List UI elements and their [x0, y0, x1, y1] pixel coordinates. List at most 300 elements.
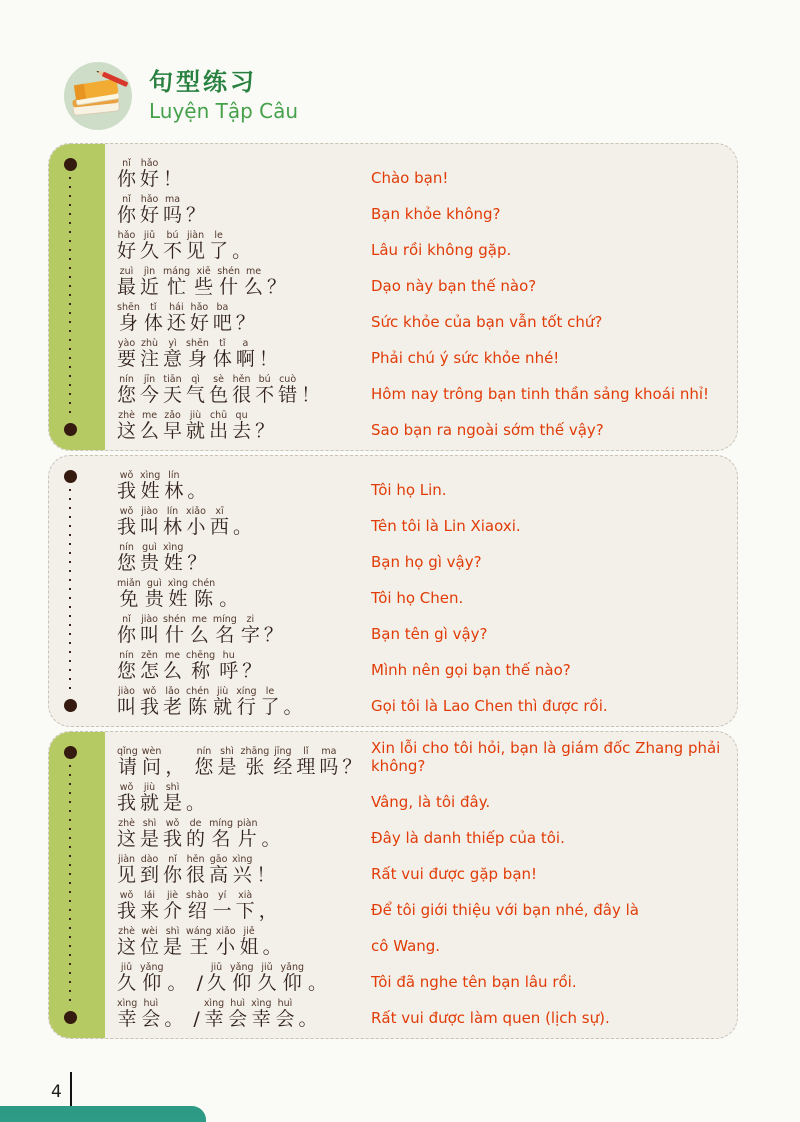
- pinyin: nǐ: [122, 157, 131, 169]
- phrase-row: [49, 538, 737, 574]
- pinyin: wǒ: [119, 781, 134, 793]
- char-block: [192, 747, 215, 778]
- char-block: [138, 195, 161, 226]
- hanzi: 了: [209, 240, 229, 263]
- vietnamese-translation: Tôi họ Lin.: [371, 481, 447, 499]
- vietnamese-translation: Tôi đã nghe tên bạn lâu rồi.: [371, 973, 577, 991]
- char-block: [161, 231, 184, 262]
- hanzi: ！: [256, 864, 276, 887]
- char-block: [161, 507, 184, 538]
- char-block: [340, 747, 363, 778]
- vietnamese-translation: Gọi tôi là Lao Chen thì được rồi.: [371, 697, 608, 715]
- hanzi: 。: [308, 972, 328, 995]
- pinyin: me: [164, 649, 181, 661]
- pinyin: piàn: [237, 817, 258, 829]
- pinyin: jīn: [143, 373, 156, 385]
- hanzi: 姐: [239, 936, 259, 959]
- chinese-phrase: [115, 927, 371, 958]
- hanzi: 小: [216, 936, 236, 959]
- hanzi: 很: [186, 864, 206, 887]
- pinyin: lǎo: [165, 685, 180, 697]
- vietnamese-translation: cô Wang.: [371, 937, 441, 955]
- char-block: [249, 999, 273, 1030]
- char-block: [184, 195, 207, 226]
- hanzi: 去: [232, 420, 252, 443]
- char-block: [184, 339, 211, 370]
- char-block: [115, 927, 138, 958]
- hanzi: 这: [117, 828, 137, 851]
- hanzi: 林: [164, 480, 184, 503]
- char-block: [214, 927, 238, 958]
- hanzi: 仰: [142, 972, 162, 995]
- pinyin: jiào: [141, 505, 158, 517]
- hanzi: 天: [163, 384, 183, 407]
- hanzi: 身: [118, 312, 138, 335]
- vietnamese-translation: Rất vui được gặp bạn!: [371, 865, 538, 883]
- vietnamese-translation: Chào bạn!: [371, 169, 449, 187]
- hanzi: 幸: [204, 1008, 224, 1031]
- char-block: [230, 375, 253, 406]
- char-block: [161, 651, 184, 682]
- char-block: [259, 687, 282, 718]
- lesson-titles: [149, 69, 298, 124]
- vietnamese-translation: Tên tôi là Lin Xiaoxi.: [371, 517, 521, 535]
- char-block: [239, 615, 262, 646]
- hanzi: 就: [213, 696, 233, 719]
- hanzi: ，: [258, 900, 278, 923]
- pinyin: hěn: [186, 853, 205, 865]
- hanzi: ？: [342, 756, 362, 779]
- pinyin: zuì: [119, 265, 134, 277]
- pinyin: guì: [142, 541, 157, 553]
- char-block: [115, 267, 138, 298]
- practice-panel-1: [48, 143, 738, 451]
- phrase-row: [49, 886, 737, 922]
- char-block: [306, 963, 329, 994]
- char-block: [207, 819, 235, 850]
- pinyin: jiǔ: [120, 961, 133, 973]
- hanzi: 陈: [194, 588, 214, 611]
- char-block: [184, 651, 217, 682]
- hanzi: 叫: [140, 516, 160, 539]
- pinyin: bú: [258, 373, 271, 385]
- pinyin: xìng: [117, 997, 138, 1009]
- pinyin: lín: [168, 469, 180, 481]
- pinyin: nín: [119, 649, 134, 661]
- char-block: [276, 375, 299, 406]
- char-block: [238, 927, 261, 958]
- pinyin: guì: [146, 577, 162, 589]
- char-block: [189, 963, 205, 994]
- phrase-row: [49, 190, 737, 226]
- pinyin: sè: [213, 373, 224, 385]
- char-block: [138, 411, 161, 442]
- char-block: [115, 303, 142, 334]
- hanzi: 到: [140, 864, 160, 887]
- pinyin: yí: [218, 889, 227, 901]
- hanzi: 这: [117, 420, 137, 443]
- hanzi: 见: [117, 864, 137, 887]
- pinyin: me: [245, 265, 262, 277]
- chapter-tab: [0, 1106, 206, 1122]
- char-block: [161, 543, 185, 574]
- chinese-phrase: [115, 411, 371, 442]
- pinyin: jiǔ: [210, 961, 223, 973]
- char-block: [184, 783, 207, 814]
- hanzi: 气: [186, 384, 206, 407]
- pinyin: yào: [117, 337, 136, 349]
- pinyin: huì: [277, 997, 293, 1009]
- vietnamese-translation: Bạn tên gì vậy?: [371, 625, 488, 643]
- vietnamese-translation: Tôi họ Chen.: [371, 589, 464, 607]
- char-block: [207, 855, 230, 886]
- char-block: [317, 747, 340, 778]
- pinyin: de: [189, 817, 202, 829]
- char-block: [230, 855, 254, 886]
- char-block: [238, 747, 271, 778]
- chinese-phrase: [115, 375, 371, 406]
- phrase-row: [49, 958, 737, 994]
- pinyin: wǒ: [142, 685, 157, 697]
- char-block: [226, 999, 249, 1030]
- char-block: [271, 747, 294, 778]
- left-accent-bar: [49, 456, 105, 726]
- pinyin: zhāng: [240, 745, 270, 757]
- pinyin: ba: [216, 301, 229, 313]
- char-block: [162, 471, 185, 502]
- char-block: [115, 687, 138, 718]
- phrase-row: [49, 610, 737, 646]
- char-block: [138, 375, 161, 406]
- hanzi: 是: [163, 792, 183, 815]
- pinyin: ma: [321, 745, 337, 757]
- lesson-title-chinese: 句型练习: [149, 67, 257, 96]
- char-block: [211, 303, 234, 334]
- char-block: [297, 999, 320, 1030]
- pinyin: jiě: [243, 925, 255, 937]
- char-block: [184, 231, 207, 262]
- hanzi: 您: [194, 756, 214, 779]
- chinese-phrase: [115, 579, 371, 610]
- pinyin: xiē: [196, 265, 211, 277]
- hanzi: 经: [273, 756, 293, 779]
- pinyin: lái: [143, 889, 156, 901]
- pinyin: tǐ: [219, 337, 226, 349]
- char-block: [161, 927, 184, 958]
- hanzi: 。: [186, 792, 206, 815]
- hanzi: 叫: [140, 624, 160, 647]
- hanzi: 不: [163, 240, 183, 263]
- chinese-phrase: [115, 855, 371, 886]
- vietnamese-translation: Vâng, là tôi đây.: [371, 793, 491, 811]
- char-block: [115, 819, 138, 850]
- vietnamese-translation: Sức khỏe của bạn vẫn tốt chứ?: [371, 313, 603, 331]
- char-block: [115, 231, 138, 262]
- char-block: [257, 891, 280, 922]
- chinese-phrase: [115, 651, 371, 682]
- bullet-dot-bottom: [64, 699, 77, 712]
- char-block: [184, 411, 207, 442]
- char-block: [260, 819, 283, 850]
- char-block: [161, 159, 184, 190]
- phrase-row: [49, 922, 737, 958]
- pinyin: jiǔ: [143, 229, 156, 241]
- pinyin: bú: [166, 229, 179, 241]
- hanzi: 错: [278, 384, 298, 407]
- hanzi: ！: [258, 348, 278, 371]
- pinyin: xī: [215, 505, 224, 517]
- phrase-row: [49, 154, 737, 190]
- phrase-row: [49, 334, 737, 370]
- pinyin: míng: [212, 613, 237, 625]
- hanzi: 注: [140, 348, 160, 371]
- chinese-phrase: [115, 543, 371, 574]
- pinyin: shén: [217, 265, 241, 277]
- char-block: [185, 999, 201, 1030]
- pinyin: lǐ: [303, 745, 309, 757]
- hanzi: 什: [219, 276, 239, 299]
- hanzi: 这: [117, 936, 137, 959]
- hanzi: 什: [164, 624, 184, 647]
- char-block: [207, 231, 230, 262]
- pinyin: me: [141, 409, 158, 421]
- hanzi: 些: [194, 276, 214, 299]
- char-block: [140, 747, 164, 778]
- hanzi: 最: [117, 276, 137, 299]
- hanzi: 么: [244, 276, 264, 299]
- hanzi: 幸: [117, 1008, 137, 1031]
- char-block: [207, 411, 230, 442]
- pinyin: jiù: [217, 685, 229, 697]
- char-block: [115, 783, 138, 814]
- lesson-title-vietnamese: Luyện Tập Câu: [149, 99, 299, 124]
- hanzi: 片: [237, 828, 257, 851]
- pinyin: zěn: [141, 649, 158, 661]
- pinyin: shào: [186, 889, 209, 901]
- char-block: [234, 687, 258, 718]
- chinese-phrase: [115, 783, 371, 814]
- pinyin: me: [191, 613, 207, 625]
- hanzi: 今: [140, 384, 160, 407]
- hanzi: 下: [235, 900, 255, 923]
- pinyin: xìng: [251, 997, 272, 1009]
- hanzi: 。: [262, 936, 282, 959]
- hanzi: /: [190, 972, 203, 995]
- hanzi: 不: [255, 384, 275, 407]
- hanzi: ？: [187, 552, 207, 575]
- hanzi: 很: [232, 384, 252, 407]
- pinyin: hǎo: [117, 229, 136, 241]
- char-block: [138, 927, 161, 958]
- hanzi: 。: [283, 696, 303, 719]
- pinyin: shēn: [117, 301, 140, 313]
- char-block: [161, 819, 184, 850]
- bullet-dot-bottom: [64, 423, 77, 436]
- hanzi: 仰: [232, 972, 252, 995]
- pinyin: qǐng: [117, 745, 138, 757]
- hanzi: 意: [163, 348, 183, 371]
- char-block: [115, 651, 138, 682]
- pinyin: zhè: [118, 409, 135, 421]
- hanzi: 体: [212, 348, 232, 371]
- char-block: [240, 651, 263, 682]
- pinyin: huì: [230, 997, 245, 1009]
- phrase-row: [49, 814, 737, 850]
- hanzi: 您: [117, 384, 137, 407]
- left-accent-bar: [49, 144, 105, 450]
- pinyin: xìng: [163, 541, 184, 553]
- pinyin: a: [242, 337, 249, 349]
- char-block: [188, 303, 211, 334]
- phrase-row: [49, 298, 737, 334]
- hanzi: 会: [141, 1008, 161, 1031]
- char-block: [228, 963, 256, 994]
- hanzi: 见: [186, 240, 206, 263]
- hanzi: 好: [189, 312, 209, 335]
- char-block: [161, 891, 184, 922]
- char-block: [190, 579, 217, 610]
- pinyin: wǒ: [119, 469, 134, 481]
- char-block: [215, 747, 238, 778]
- hanzi: 贵: [140, 552, 160, 575]
- hanzi: 好: [140, 204, 160, 227]
- char-block: [215, 267, 242, 298]
- char-block: [282, 687, 305, 718]
- hanzi: 久: [140, 240, 160, 263]
- pinyin: wèi: [141, 925, 158, 937]
- chinese-phrase: [115, 999, 371, 1030]
- pinyin: jiù: [143, 781, 156, 793]
- hanzi: 我: [117, 480, 137, 503]
- pinyin: huì: [143, 997, 159, 1009]
- pinyin: hǎo: [190, 301, 209, 313]
- pinyin: xiǎo: [215, 925, 236, 937]
- hanzi: 。: [232, 240, 252, 263]
- char-block: [253, 375, 276, 406]
- char-block: [161, 615, 188, 646]
- hanzi: 久: [206, 972, 226, 995]
- char-block: [166, 963, 189, 994]
- hanzi: 是: [217, 756, 237, 779]
- pinyin: chū: [209, 409, 228, 421]
- char-block: [262, 615, 285, 646]
- char-block: [184, 819, 207, 850]
- hanzi: 王: [189, 936, 209, 959]
- pinyin: xià: [238, 889, 253, 901]
- char-block: [234, 339, 257, 370]
- chinese-phrase: [115, 687, 371, 718]
- pinyin: wǒ: [165, 817, 180, 829]
- hanzi: 的: [186, 828, 206, 851]
- bullet-dot-top: [64, 746, 77, 759]
- char-block: [162, 999, 185, 1030]
- char-block: [294, 747, 317, 778]
- hanzi: 吗: [163, 204, 183, 227]
- char-block: [217, 579, 240, 610]
- pinyin: shì: [165, 781, 180, 793]
- vietnamese-translation: Xin lỗi cho tôi hỏi, bạn là giám đốc Zhang phải không?: [371, 739, 721, 775]
- pinyin: yǎng: [230, 961, 254, 973]
- hanzi: 姓: [168, 588, 188, 611]
- hanzi: 我: [140, 696, 160, 719]
- char-block: [184, 375, 207, 406]
- char-block: [161, 855, 184, 886]
- char-block: [115, 615, 138, 646]
- vietnamese-translation: Dạo này bạn thế nào?: [371, 277, 537, 295]
- hanzi: 就: [140, 792, 160, 815]
- pinyin: le: [265, 685, 275, 697]
- vietnamese-translation: Sao bạn ra ngoài sớm thế vậy?: [371, 421, 604, 439]
- hanzi: 你: [163, 864, 183, 887]
- chinese-phrase: [115, 159, 371, 190]
- pinyin: miǎn: [117, 577, 141, 589]
- pinyin: zi: [246, 613, 255, 625]
- hanzi: 姓: [163, 552, 183, 575]
- chinese-phrase: [115, 963, 371, 994]
- pinyin: shēn: [186, 337, 209, 349]
- pinyin: xìng: [140, 469, 161, 481]
- hanzi: 仰: [282, 972, 302, 995]
- dotted-line: [69, 489, 71, 693]
- pinyin: nín: [196, 745, 212, 757]
- page-number: 4: [51, 1082, 62, 1102]
- char-block: [115, 159, 138, 190]
- char-block: [217, 651, 240, 682]
- hanzi: /: [187, 1008, 200, 1031]
- hanzi: 名: [215, 624, 235, 647]
- char-block: [184, 927, 214, 958]
- hanzi: 我: [163, 828, 183, 851]
- pinyin: wáng: [186, 925, 212, 937]
- hanzi: 出: [209, 420, 229, 443]
- char-block: [138, 267, 161, 298]
- hanzi: 姓: [140, 480, 160, 503]
- char-block: [163, 747, 192, 778]
- pinyin: wǒ: [119, 505, 134, 517]
- char-block: [138, 651, 161, 682]
- char-block: [138, 339, 161, 370]
- pinyin: xìng: [203, 997, 225, 1009]
- pinyin: shì: [220, 745, 234, 757]
- hanzi: 早: [163, 420, 183, 443]
- pinyin: jiàn: [117, 853, 136, 865]
- phrase-row: [49, 466, 737, 502]
- hanzi: 来: [140, 900, 160, 923]
- hanzi: 贵: [144, 588, 164, 611]
- char-block: [115, 999, 139, 1030]
- chinese-phrase: [115, 195, 371, 226]
- pinyin: jiè: [166, 889, 179, 901]
- char-block: [234, 303, 257, 334]
- pinyin: xìng: [167, 577, 189, 589]
- pinyin: jìn: [143, 265, 156, 277]
- hanzi: 请: [117, 756, 137, 779]
- hanzi: 么: [140, 420, 160, 443]
- hanzi: 体: [143, 312, 163, 335]
- hanzi: 么: [163, 660, 183, 683]
- pinyin: nǐ: [122, 613, 131, 625]
- hanzi: 林: [163, 516, 183, 539]
- char-block: [115, 891, 138, 922]
- char-block: [202, 999, 226, 1030]
- hanzi: 名: [211, 828, 231, 851]
- hanzi: ？: [242, 660, 262, 683]
- phrase-row: [49, 850, 737, 886]
- phrase-row: [49, 226, 737, 262]
- hanzi: 称: [191, 660, 211, 683]
- phrase-row: [49, 502, 737, 538]
- pinyin: dào: [140, 853, 159, 865]
